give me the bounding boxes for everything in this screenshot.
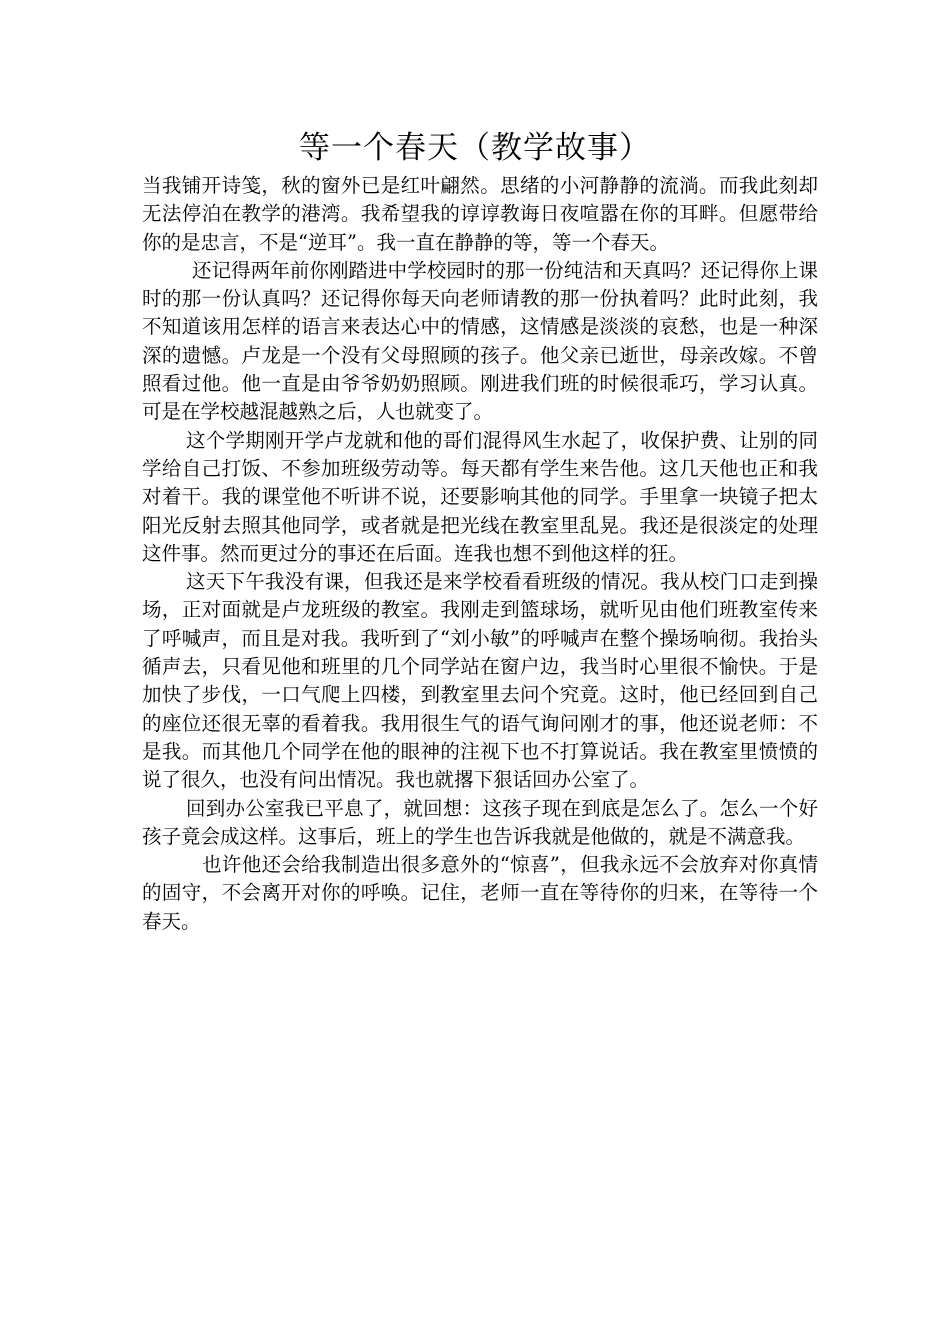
paragraph-1: 当我铺开诗笺，秋的窗外已是红叶翩然。思绪的小河静静的流淌。而我此刻却无法停泊在教学的港湾。我希望我的谆谆教诲日夜喧嚣在你的耳畔。但愿带给你的是忠言，不是“逆耳”。我一直在静静的等，等一个春天。 — [142, 174, 818, 254]
document-body — [142, 172, 818, 936]
paragraph-6: 也许他还会给我制造出很多意外的“惊喜”，但我永远不会放弃对你真情的固守，不会离开对你的呼唤。记住，老师一直在等待你的归来，在等待一个春天。 — [142, 853, 818, 933]
paragraph-2: 还记得两年前你刚踏进中学校园时的那一份纯洁和天真吗？还记得你上课时的那一份认真吗？还记得你每天向老师请教的那一份执着吗？此时此刻，我不知道该用怎样的语言来表达心中的情感，这情感是淡淡的哀愁，也是一种深深的遗憾。卢龙是一个没有父母照顾的孩子。他父亲已逝世，母亲改嫁。不曾照看过他。他一直是由爷爷奶奶照顾。刚进我们班的时候很乖巧，学习认真。可是在学校越混越熟之后，人也就变了。 — [142, 258, 818, 424]
paragraph-5: 回到办公室我已平息了，就回想：这孩子现在到底是怎么了。怎么一个好孩子竟会成这样。这事后，班上的学生也告诉我就是他做的，就是不满意我。 — [142, 796, 818, 848]
paragraph-4: 这天下午我没有课，但我还是来学校看看班级的情况。我从校门口走到操场，正对面就是卢龙班级的教室。我刚走到篮球场，就听见由他们班教室传来了呼喊声，而且是对我。我听到了“刘小敏”的呼喊声在整个操场响彻。我抬头循声去，只看见他和班里的几个同学站在窗户边，我当时心里很不愉快。于是加快了步伐，一口气爬上四楼，到教室里去问个究竟。这时，他已经回到自己的座位还很无辜的看着我。我用很生气的语气询问刚才的事，他还说老师：不是我。而其他几个同学在他的眼神的注视下也不打算说话。我在教室里愤愤的说了很久，也没有问出情况。我也就撂下狠话回办公室了。 — [142, 570, 818, 792]
document-title: 等一个春天（教学故事） — [299, 130, 651, 166]
paragraph-3: 这个学期刚开学卢龙就和他的哥们混得风生水起了，收保护费、让别的同学给自己打饭、不参加班级劳动等。每天都有学生来告他。这几天他也正和我对着干。我的课堂他不听讲不说，还要影响其他的同学。手里拿一块镜子把太阳光反射去照其他同学，或者就是把光线在教室里乱晃。我还是很淡定的处理这件事。然而更过分的事还在后面。连我也想不到他这样的狂。 — [142, 428, 818, 565]
